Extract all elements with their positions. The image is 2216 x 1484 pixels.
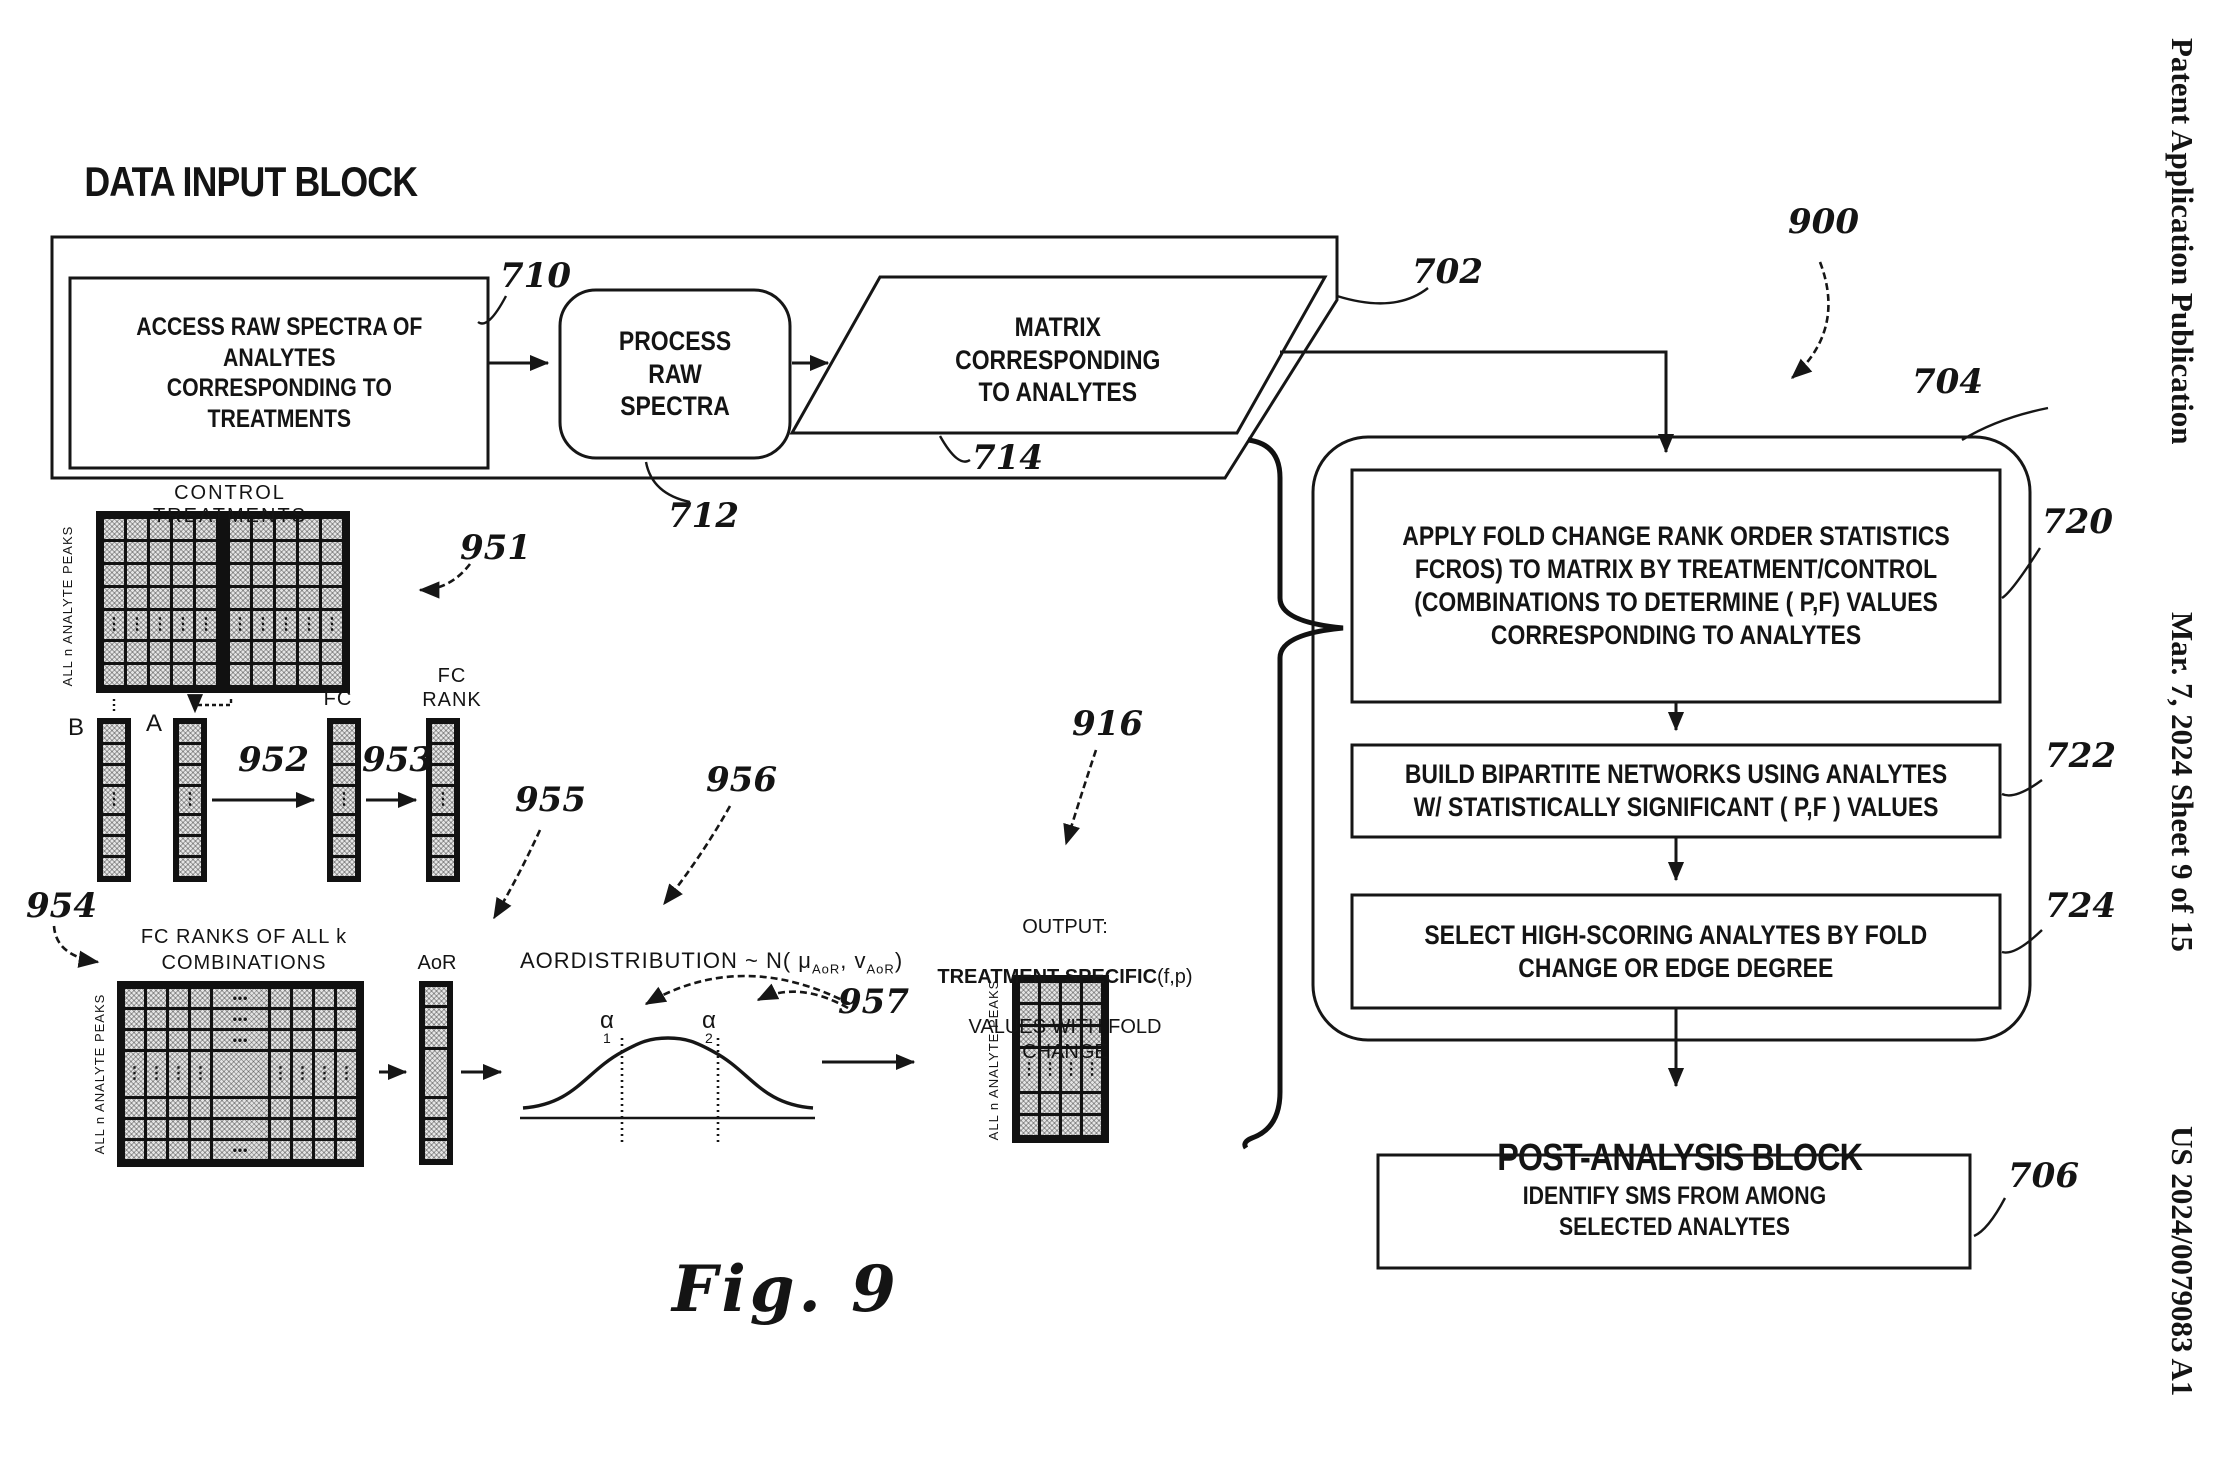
analyte-peaks-label-1: ALL n ANALYTE PEAKS [60, 525, 75, 687]
grid-cell [322, 542, 342, 562]
ref-arrow-956 [664, 806, 730, 904]
grid-cell [276, 542, 296, 562]
grid-cell [196, 642, 216, 662]
grid-cell [315, 1010, 334, 1028]
grid-cell [271, 1099, 290, 1117]
grid-cell [169, 989, 188, 1007]
aor-distribution-label: AORDISTRIBUTION ~ N( $\mu_{AoR}$, $v_{AoR}$) [520, 948, 904, 977]
grid-cell [315, 1031, 334, 1049]
grid-cell [333, 745, 355, 763]
grid-cell [299, 542, 319, 562]
grid-cell [173, 642, 193, 662]
grid-cell: ⋮ [125, 1052, 144, 1096]
grid-cell [169, 1099, 188, 1117]
grid-cell [191, 1010, 210, 1028]
strip-fc [327, 718, 361, 882]
grid-cell: ⋮ [103, 787, 125, 813]
ref-956: 956 [706, 760, 777, 800]
grid-cell: ••• [213, 1141, 268, 1159]
grid-cell [147, 1031, 166, 1049]
ref-951: 951 [460, 528, 531, 568]
grid-cell: ⋮ [333, 787, 355, 813]
fc-ranks-grid [117, 981, 364, 1167]
grid-cell [125, 1031, 144, 1049]
grid-cell [299, 565, 319, 585]
grid-cell [322, 565, 342, 585]
ref-955: 955 [515, 780, 586, 820]
grid-cell [299, 588, 319, 608]
ref-957: 957 [838, 982, 909, 1022]
ref-arrow-900 [1792, 262, 1828, 378]
grid-cell [432, 724, 454, 742]
grid-cell [432, 766, 454, 784]
grid-cell [276, 565, 296, 585]
grid-cell: ⋮ [276, 611, 296, 639]
grid-cell [125, 1141, 144, 1159]
grid-cell [293, 1010, 312, 1028]
grid-cell [293, 1099, 312, 1117]
grid-cell [179, 745, 201, 763]
grid-cell [219, 665, 227, 685]
grid-cell [191, 1031, 210, 1049]
grid-cell [173, 565, 193, 585]
grid-cell [219, 565, 227, 585]
ref-724: 724 [2045, 886, 2116, 926]
ref-900: 900 [1788, 202, 1859, 242]
grid-cell [179, 724, 201, 742]
ref-720: 720 [2042, 502, 2113, 542]
grid-cell [125, 1010, 144, 1028]
grid-cell [1041, 1094, 1059, 1113]
grid-cell [276, 642, 296, 662]
grid-cell: ⋮ [196, 611, 216, 639]
grid-cell [219, 642, 227, 662]
select-box-label: SELECT HIGH-SCORING ANALYTES BY FOLD CHANGE OR EDGE DEGREE [1424, 919, 1928, 983]
grid-cell: ••• [213, 1010, 268, 1028]
aor-label: AoR [417, 952, 457, 974]
grid-cell [213, 1099, 268, 1117]
grid-cell [179, 766, 201, 784]
grid-cell [1083, 1094, 1101, 1113]
grid-cell [103, 837, 125, 855]
grid-cell [191, 1120, 210, 1138]
grid-cell: ••• [213, 989, 268, 1007]
dashed-leader-a [195, 699, 231, 712]
leader-706 [1974, 1198, 2005, 1236]
grid-cell [147, 1099, 166, 1117]
grid-cell [1041, 1116, 1059, 1135]
grid-cell [219, 542, 227, 562]
fc-ranks-title: FC RANKS OF ALL k COMBINATIONS [140, 926, 348, 974]
grid-cell: ⋮ [104, 611, 124, 639]
grid-cell [125, 1099, 144, 1117]
margin-date-sheet: Mar. 7, 2024 Sheet 9 of 15 [2165, 612, 2200, 952]
grid-cell [425, 1029, 447, 1047]
strip-a [173, 718, 207, 882]
output-line2: TREATMENT SPECIFIC(f,p) [937, 966, 1193, 988]
grid-cell [103, 816, 125, 834]
ref-952: 952 [238, 740, 309, 780]
bell-curve [523, 1038, 813, 1108]
grid-cell [125, 1120, 144, 1138]
grid-cell [150, 542, 170, 562]
leader-724 [2002, 930, 2042, 953]
grid-cell: ⋮ [191, 1052, 210, 1096]
output-caption [932, 890, 1198, 1090]
leader-704 [1962, 408, 2048, 440]
grid-cell [196, 588, 216, 608]
leader-714 [940, 436, 970, 462]
grid-cell [103, 724, 125, 742]
grid-cell [299, 642, 319, 662]
grid-cell [213, 1120, 268, 1138]
grid-cell [333, 816, 355, 834]
grid-cell [179, 858, 201, 876]
ref-arrow-957-left [646, 976, 850, 1004]
grid-cell [271, 1120, 290, 1138]
grid-cell [191, 1099, 210, 1117]
grid-cell [147, 1120, 166, 1138]
leader-720 [2002, 548, 2040, 598]
grid-cell [196, 565, 216, 585]
ref-arrow-957-right [758, 992, 848, 1008]
grid-cell [337, 1141, 356, 1159]
grid-cell [432, 816, 454, 834]
grid-cell [150, 588, 170, 608]
grid-cell: ⋮ [315, 1052, 334, 1096]
grid-cell [315, 1141, 334, 1159]
grid-cell [271, 1031, 290, 1049]
ref-arrow-916 [1066, 750, 1096, 844]
grid-cell: ⋮ [150, 611, 170, 639]
grid-cell [191, 989, 210, 1007]
grid-cell [337, 989, 356, 1007]
grid-cell [299, 665, 319, 685]
grid-cell [127, 542, 147, 562]
analyte-peaks-label-3: ALL n ANALYTE PEAKS [986, 979, 1001, 1141]
grid-cell [169, 1010, 188, 1028]
grid-cell: ⋮ [432, 787, 454, 813]
fc-rank-label: FC RANK [422, 665, 482, 711]
data-input-block-title: DATA INPUT BLOCK [84, 158, 418, 205]
grid-cell [425, 1141, 447, 1159]
strip-a-label: A [146, 710, 163, 737]
grid-cell: ⋮ [127, 611, 147, 639]
grid-cell: ⋮ [293, 1052, 312, 1096]
grid-cell: ⋮ [230, 611, 250, 639]
grid-cell [127, 642, 147, 662]
margin-doc-number: US 2024/0079083 A1 [2165, 1126, 2200, 1397]
grid-cell [230, 542, 250, 562]
grid-cell [104, 542, 124, 562]
grid-cell [271, 1141, 290, 1159]
grid-cell [271, 1010, 290, 1028]
fcros-box-label: APPLY FOLD CHANGE RANK ORDER STATISTICS FCROS) TO MATRIX BY TREATMENT/CONTROL (COMBINATIONS TO DETERMINE ( P,F) VALUES CORRESPONDING TO ANALYTES [1402, 521, 1950, 650]
grid-cell [425, 1120, 447, 1138]
output-line3: VALUES WITH FOLD CHANGE [968, 1016, 1162, 1063]
leader-722 [2002, 780, 2042, 795]
grid-cell [337, 1120, 356, 1138]
analyte-peaks-label-2: ALL n ANALYTE PEAKS [92, 993, 107, 1155]
grid-cell [253, 542, 273, 562]
grid-cell [425, 1008, 447, 1026]
grid-cell: ⋮ [179, 787, 201, 813]
ref-arrow-955 [494, 830, 540, 918]
fc-label: FC [323, 688, 353, 710]
grid-cell: ⋮ [253, 611, 273, 639]
grid-cell [169, 1031, 188, 1049]
grid-cell [103, 858, 125, 876]
ref-704: 704 [1912, 362, 1983, 402]
grid-cell [1020, 1094, 1038, 1113]
ref-arrow-954 [54, 926, 98, 962]
grid-cell: ⋮ [169, 1052, 188, 1096]
grid-cell [337, 1031, 356, 1049]
margin-publication: Patent Application Publication [2165, 38, 2200, 445]
grid-cell [432, 858, 454, 876]
grid-cell [432, 837, 454, 855]
bipartite-box-label: BUILD BIPARTITE NETWORKS USING ANALYTES W/ STATISTICALLY SIGNIFICANT ( P,F ) VALUES [1404, 759, 1948, 822]
grid-cell: ⋮ [1041, 1049, 1059, 1091]
grid-cell [103, 766, 125, 784]
grid-cell [230, 565, 250, 585]
grid-cell [315, 1120, 334, 1138]
grid-cell [173, 665, 193, 685]
grid-cell [322, 588, 342, 608]
grid-cell: ⋮ [337, 1052, 356, 1096]
alpha2-label: α 2 [702, 1007, 716, 1046]
figure-caption: Fig. 9 [672, 1252, 900, 1327]
output-line1: OUTPUT: [1022, 916, 1108, 938]
matrix-label: MATRIX CORRESPONDING TO ANALYTES [955, 311, 1161, 408]
grid-cell [253, 588, 273, 608]
grid-cell [322, 642, 342, 662]
brace-connector [1245, 440, 1343, 1148]
grid-cell [230, 588, 250, 608]
ref-954: 954 [26, 886, 97, 926]
grid-cell [173, 542, 193, 562]
grid-cell [337, 1010, 356, 1028]
grid-cell [253, 642, 273, 662]
grid-cell: ⋮ [1020, 1049, 1038, 1091]
grid-cell [425, 1050, 447, 1096]
grid-cell [230, 665, 250, 685]
grid-cell [173, 588, 193, 608]
grid-cell [1020, 1116, 1038, 1135]
grid-cell [253, 665, 273, 685]
ref-722: 722 [2045, 736, 2116, 776]
grid-cell [179, 816, 201, 834]
grid-cell [196, 665, 216, 685]
grid-cell [147, 1010, 166, 1028]
grid-cell [276, 665, 296, 685]
post-analysis-title: POST-ANALYSIS BLOCK [1497, 1137, 1863, 1179]
strip-aor [419, 981, 453, 1165]
grid-cell [337, 1099, 356, 1117]
ref-953: 953 [362, 740, 433, 780]
grid-cell [104, 588, 124, 608]
grid-cell [150, 565, 170, 585]
grid-cell [150, 665, 170, 685]
control-treatments-grid [96, 511, 350, 693]
grid-cell [1083, 1116, 1101, 1135]
grid-cell [276, 588, 296, 608]
grid-cell [293, 1031, 312, 1049]
grid-cell [196, 542, 216, 562]
grid-cell: ⋮ [173, 611, 193, 639]
grid-cell [127, 665, 147, 685]
grid-cell [333, 858, 355, 876]
ref-710: 710 [500, 256, 571, 296]
grid-cell: ••• [213, 1031, 268, 1049]
grid-cell: ⋮ [1062, 1049, 1080, 1091]
grid-cell: ⋮ [322, 611, 342, 639]
grid-cell [219, 611, 227, 639]
grid-cell [147, 989, 166, 1007]
ref-714: 714 [972, 438, 1043, 478]
strip-b [97, 718, 131, 882]
grid-cell [293, 989, 312, 1007]
grid-cell: ⋮ [147, 1052, 166, 1096]
grid-cell [333, 837, 355, 855]
control-treatments-label: CONTROL TREATMENTS [152, 482, 308, 527]
grid-cell [322, 665, 342, 685]
ref-706: 706 [2008, 1156, 2079, 1196]
grid-cell [253, 565, 273, 585]
grid-cell [230, 642, 250, 662]
grid-cell [425, 987, 447, 1005]
grid-cell [315, 1099, 334, 1117]
grid-cell [150, 642, 170, 662]
identify-box-label: IDENTIFY SMS FROM AMONG SELECTED ANALYTES [1522, 1182, 1826, 1241]
grid-cell [425, 1099, 447, 1117]
grid-cell [169, 1120, 188, 1138]
grid-cell [147, 1141, 166, 1159]
grid-cell [169, 1141, 188, 1159]
grid-cell [432, 745, 454, 763]
grid-cell [1062, 1094, 1080, 1113]
grid-cell [293, 1120, 312, 1138]
grid-cell: ⋮ [299, 611, 319, 639]
grid-cell [213, 1052, 268, 1096]
alpha1-label: α 1 [600, 1007, 614, 1046]
grid-cell [125, 989, 144, 1007]
ref-916: 916 [1072, 704, 1143, 744]
access-box-label: ACCESS RAW SPECTRA OF ANALYTES CORRESPONDING TO TREATMENTS [135, 313, 423, 433]
grid-cell [104, 665, 124, 685]
grid-cell: ⋮ [1083, 1049, 1101, 1091]
grid-cell [179, 837, 201, 855]
grid-cell [333, 724, 355, 742]
grid-cell [104, 642, 124, 662]
grid-cell [333, 766, 355, 784]
grid-cell [127, 565, 147, 585]
grid-cell [271, 989, 290, 1007]
strip-b-label: B [68, 714, 85, 741]
ref-702: 702 [1412, 252, 1483, 292]
grid-cell [293, 1141, 312, 1159]
grid-cell [315, 989, 334, 1007]
grid-cell [103, 745, 125, 763]
process-box-label: PROCESS RAW SPECTRA [618, 325, 732, 422]
grid-cell [1062, 1116, 1080, 1135]
grid-cell [219, 588, 227, 608]
ref-712: 712 [668, 496, 739, 536]
grid-cell: ⋮ [271, 1052, 290, 1096]
grid-cell [104, 565, 124, 585]
grid-cell [127, 588, 147, 608]
grid-cell [191, 1141, 210, 1159]
